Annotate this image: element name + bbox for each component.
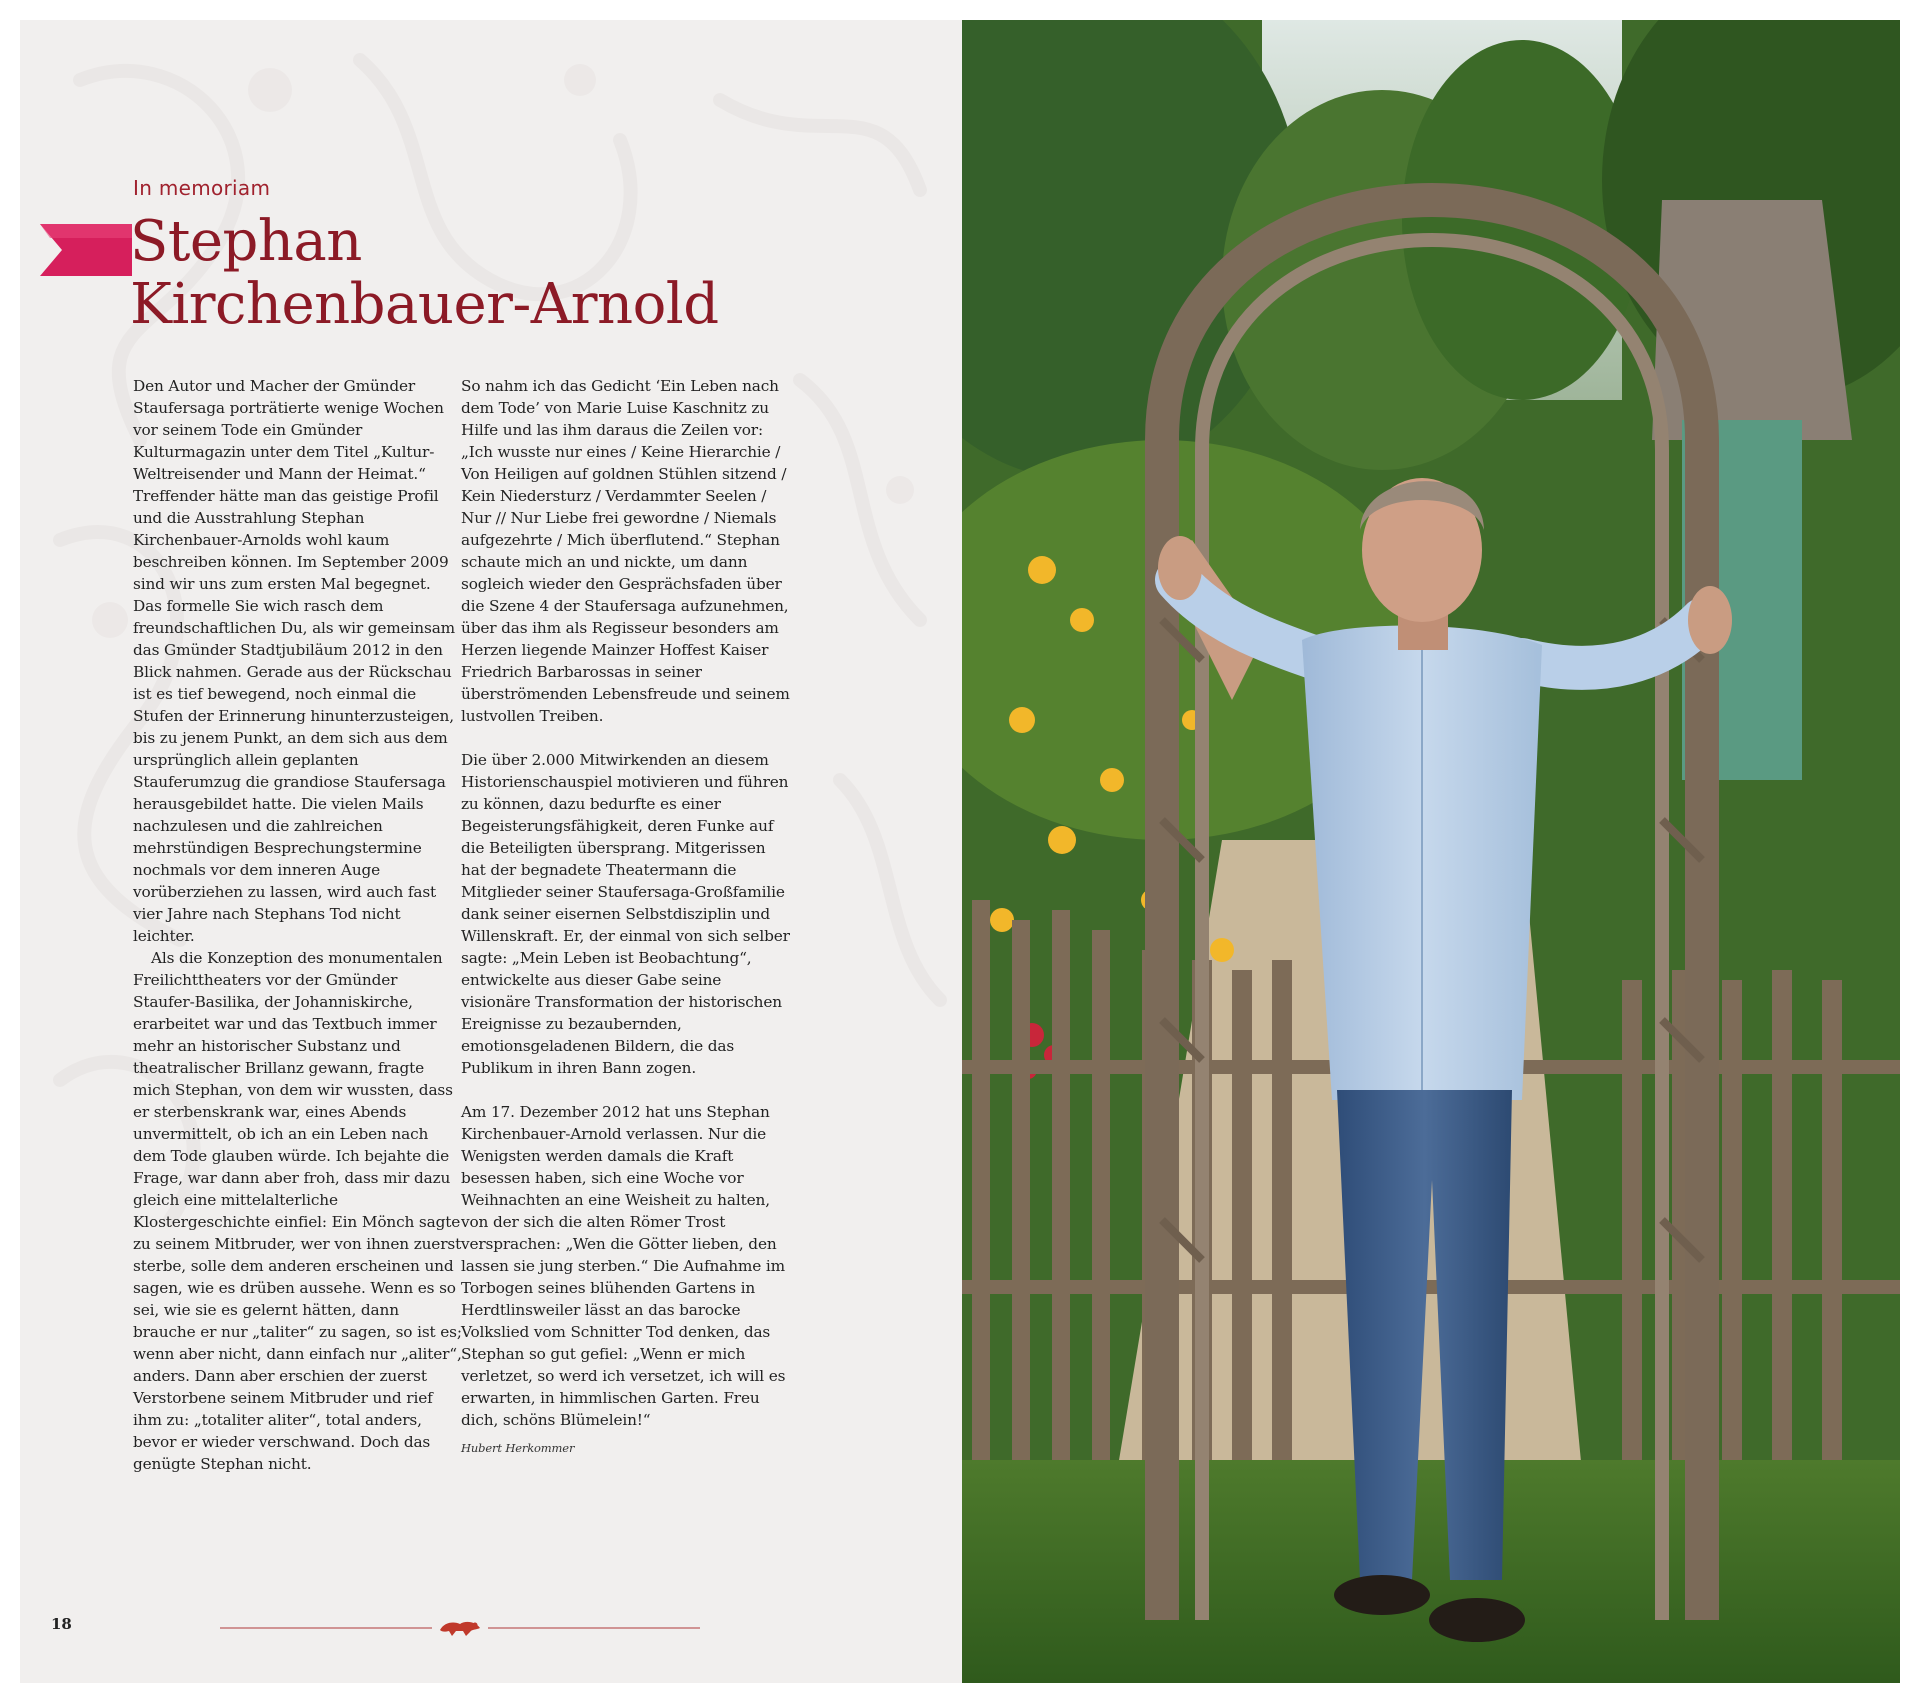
text-column-2 [461,375,791,1459]
column2-paragraph-1: So nahm ich das Gedicht ‘Ein Leben nach dem Tode’ von Marie Luise Kaschnitz zu Hilfe und las ihm daraus die Zeilen vor: „Ich wusste nur eines / Keine Hierarchie / Von Heiligen auf goldnen Stühlen sitzend / Kein Niedersturz / Verdammter Seelen / Nur // Nur Liebe frei gewordne / Niemals aufgezehrte / Mich überflutend.“ Stephan schaute mich an und nickte, um dann sogleich wieder den Gesprächsfaden über die Szene 4 der Staufersaga aufzunehmen, über das ihm als Regisseur besonders am Herzen liegende Mainzer Hoffest Kaiser Friedrich Barbarossas in seiner überströmenden Lebensfreude und seinem lustvollen Treiben. [461,377,790,725]
left-page [20,20,962,1683]
article-headline [130,210,719,336]
headline-line-1: Stephan [130,209,362,274]
right-page [962,20,1900,1683]
section-label: In memoriam [133,176,271,200]
page-number: 18 [51,1615,72,1633]
column2-paragraph-2: Die über 2.000 Mitwirkenden an diesem Historienschauspiel motivieren und führen zu können, dazu bedurfte es einer Begeisterungsfähigkeit, deren Funke auf die Beteiligten übersprang. Mitgerissen hat der begnadete Theatermann die Mitglieder seiner Staufersaga-Großfamilie dank seiner eisernen Selbstdisziplin und Willenskraft. Er, der einmal von sich selber sagte: „Mein Leben ist Beobachtung“, entwickelte aus dieser Gabe seine visionäre Transformation der historischen Ereignisse zu bezaubernden, emotionsgeladenen Bildern, die das Publikum in ihren Bann zogen. [461,751,790,1077]
footer-rule [220,1616,700,1640]
text-column-1 [133,375,463,1475]
pink-ribbon-icon [40,224,132,276]
author-signature: Hubert Herkommer [461,1441,575,1455]
column1-paragraph-2: Als die Konzeption des monumentalen Freilichttheaters vor der Gmünder Staufer-Basilika, der Johanniskirche, erarbeitet war und das Textbuch immer mehr an historischer Substanz und theatralischer Brillanz gewann, fragte mich Stephan, von dem wir wussten, dass er sterbenskrank war, eines Abends unvermittelt, ob ich an ein Leben nach dem Tode glauben würde. Ich bejahte die Frage, war dann aber froh, dass mir dazu gleich eine mittelalterliche Klostergeschichte einfiel: Ein Mönch sagte zu seinem Mitbruder, wer von ihnen zuerst sterbe, solle dem anderen erscheinen und sagen, wie es drüben aussehe. Wenn es so sei, wie sie es gelernt hätten, dann brauche er nur „taliter“ zu sagen, so ist es; wenn aber nicht, dann einfach nur „aliter“, anders. Dann aber erschien der zuerst Verstorbene seinem Mitbruder und rief ihm zu: „totaliter aliter“, total anders, bevor er wieder verschwand. Doch das genügte Stephan nicht. [133,949,462,1473]
lion-emblem-icon [440,1622,480,1636]
column1-paragraph-1: Den Autor und Macher der Gmünder Staufersaga porträtierte wenige Wochen vor seinem Tode ein Gmünder Kulturmagazin unter dem Titel „Kultur-Weltreisender und Mann der Heimat.“ Treffender hätte man das geistige Profil und die Ausstrahlung Stephan Kirchenbauer-Arnolds wohl kaum beschreiben können. Im September 2009 sind wir uns zum ersten Mal begegnet. Das formelle Sie wich rasch dem freundschaftlichen Du, als wir gemeinsam das Gmünder Stadtjubiläum 2012 in den Blick nahmen. Gerade aus der Rückschau ist es tief bewegend, noch einmal die Stufen der Erinnerung hinunterzusteigen, bis zu jenem Punkt, an dem sich aus dem ursprünglich allein geplanten Stauferumzug die grandiose Staufersaga herausgebildet hatte. Die vielen Mails nachzulesen und die zahlreichen mehrstündigen Besprechungstermine nochmals vor dem inneren Auge vorüberziehen zu lassen, wird auch fast vier Jahre nach Stephans Tod nicht leichter. [133,377,456,945]
headline-line-2: Kirchenbauer-Arnold [130,272,719,337]
column2-paragraph-3: Am 17. Dezember 2012 hat uns Stephan Kirchenbauer-Arnold verlassen. Nur die Wenigsten werden damals die Kraft besessen haben, sich eine Woche vor Weihnachten an eine Weisheit zu halten, von der sich die alten Römer Trost versprachen: „Wen die Götter lieben, den lassen sie jung sterben.“ Die Aufnahme im Torbogen seines blühenden Gartens in Herdtlinsweiler lässt an das barocke Volkslied vom Schnitter Tod denken, das Stephan so gut gefiel: „Wenn er mich verletzet, so werd ich versetzet, ich will es erwarten, in himmlischen Garten. Freu dich, schöns Blümelein!“ [461,1103,786,1429]
portrait-photo [962,20,1900,1683]
magazine-spread [20,20,1900,1683]
